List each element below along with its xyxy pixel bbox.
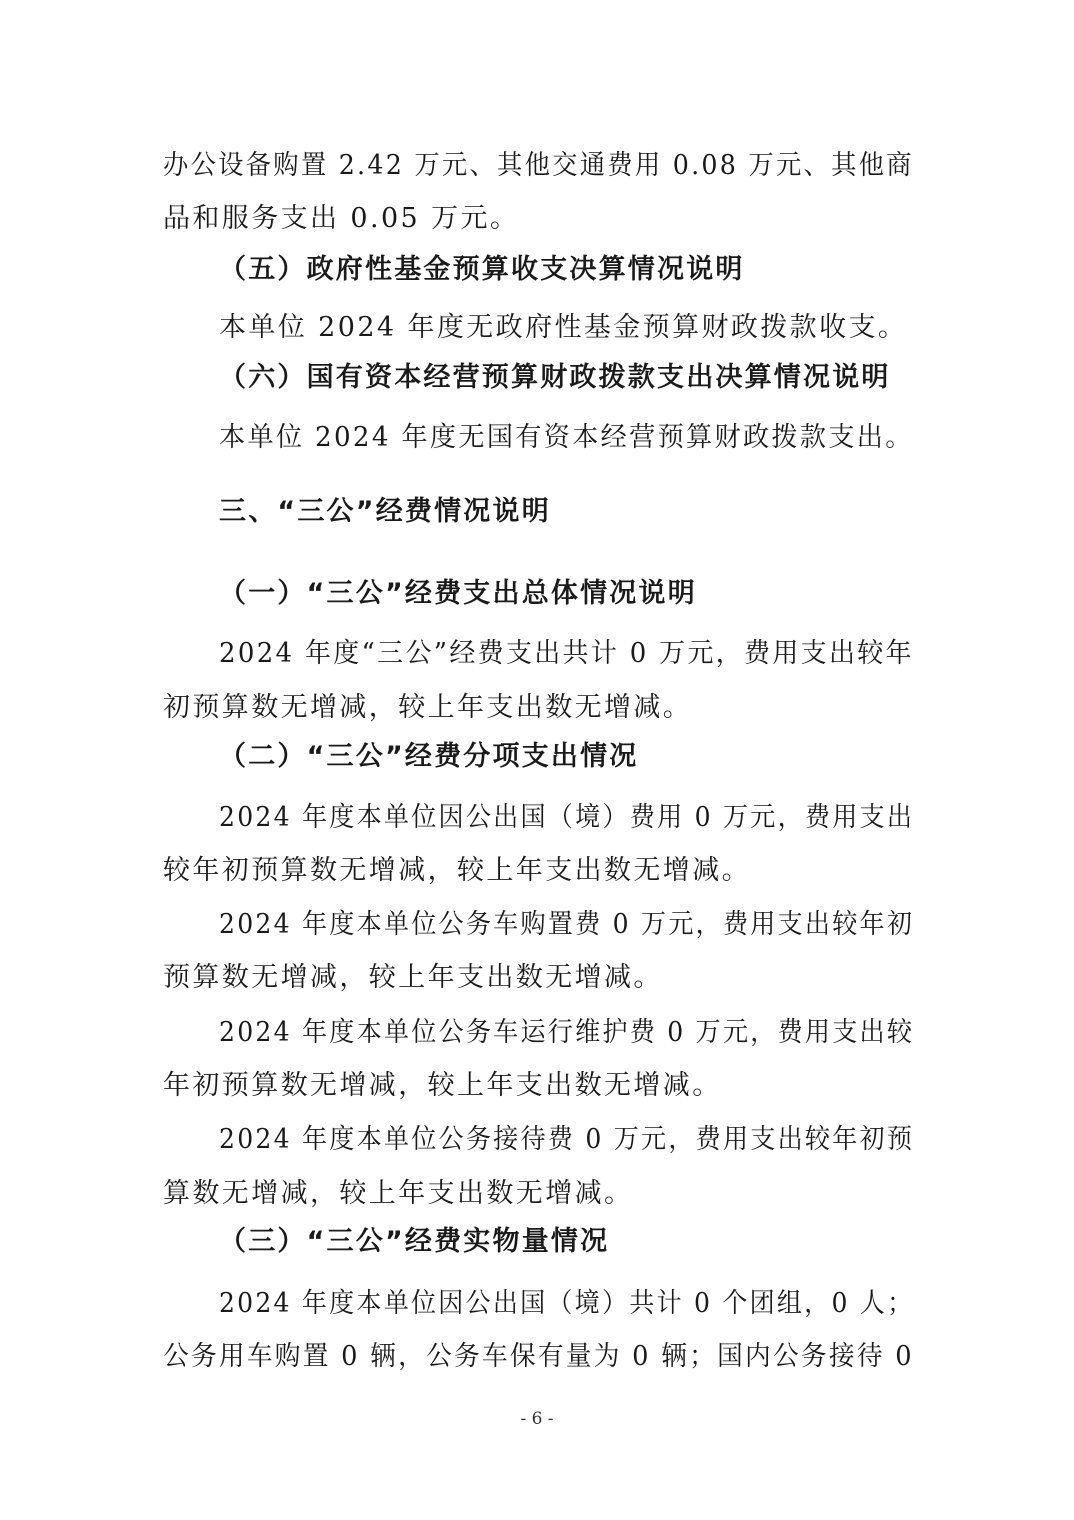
paragraph-line: 办公设备购置 2.42 万元、其他交通费用 0.08 万元、其他商	[163, 150, 914, 181]
subsection-heading-1: （一）“三公”经费支出总体情况说明	[219, 578, 697, 609]
section-heading-6: （六）国有资本经营预算财政拨款支出决算情况说明	[219, 362, 891, 393]
section-heading-5: （五）政府性基金预算收支决算情况说明	[219, 254, 745, 285]
paragraph-line: 2024 年度本单位公务车购置费 0 万元，费用支出较年初	[219, 909, 915, 940]
paragraph-line: 算数无增减，较上年支出数无增减。	[163, 1178, 634, 1209]
paragraph-line: 2024 年度本单位因公出国（境）费用 0 万元，费用支出	[219, 802, 915, 833]
paragraph-line: 年初预算数无增减，较上年支出数无增减。	[163, 1070, 722, 1101]
page-number: - 6 -	[520, 1409, 554, 1429]
subsection-heading-2: （二）“三公”经费分项支出情况	[219, 741, 639, 772]
paragraph-line: 2024 年度“三公”经费支出共计 0 万元，费用支出较年	[219, 638, 914, 669]
paragraph-line: 预算数无增减，较上年支出数无增减。	[163, 962, 663, 993]
paragraph-line: 2024 年度本单位因公出国（境）共计 0 个团组，0 人；	[219, 1288, 915, 1319]
paragraph-line: 初预算数无增减，较上年支出数无增减。	[163, 692, 693, 723]
chapter-heading-3: 三、“三公”经费情况说明	[219, 496, 551, 527]
subsection-heading-3: （三）“三公”经费实物量情况	[219, 1226, 610, 1257]
paragraph-line: 较年初预算数无增减，较上年支出数无增减。	[163, 855, 751, 886]
paragraph-line: 公务用车购置 0 辆，公务车保有量为 0 辆；国内公务接待 0	[163, 1341, 914, 1372]
paragraph-line: 本单位 2024 年度无国有资本经营预算财政拨款支出。	[219, 422, 914, 453]
paragraph-line: 2024 年度本单位公务车运行维护费 0 万元，费用支出较	[219, 1017, 915, 1048]
paragraph-line: 2024 年度本单位公务接待费 0 万元，费用支出较年初预	[219, 1124, 915, 1155]
paragraph-line: 品和服务支出 0.05 万元。	[163, 203, 520, 234]
paragraph-line: 本单位 2024 年度无政府性基金预算财政拨款收支。	[219, 312, 908, 343]
